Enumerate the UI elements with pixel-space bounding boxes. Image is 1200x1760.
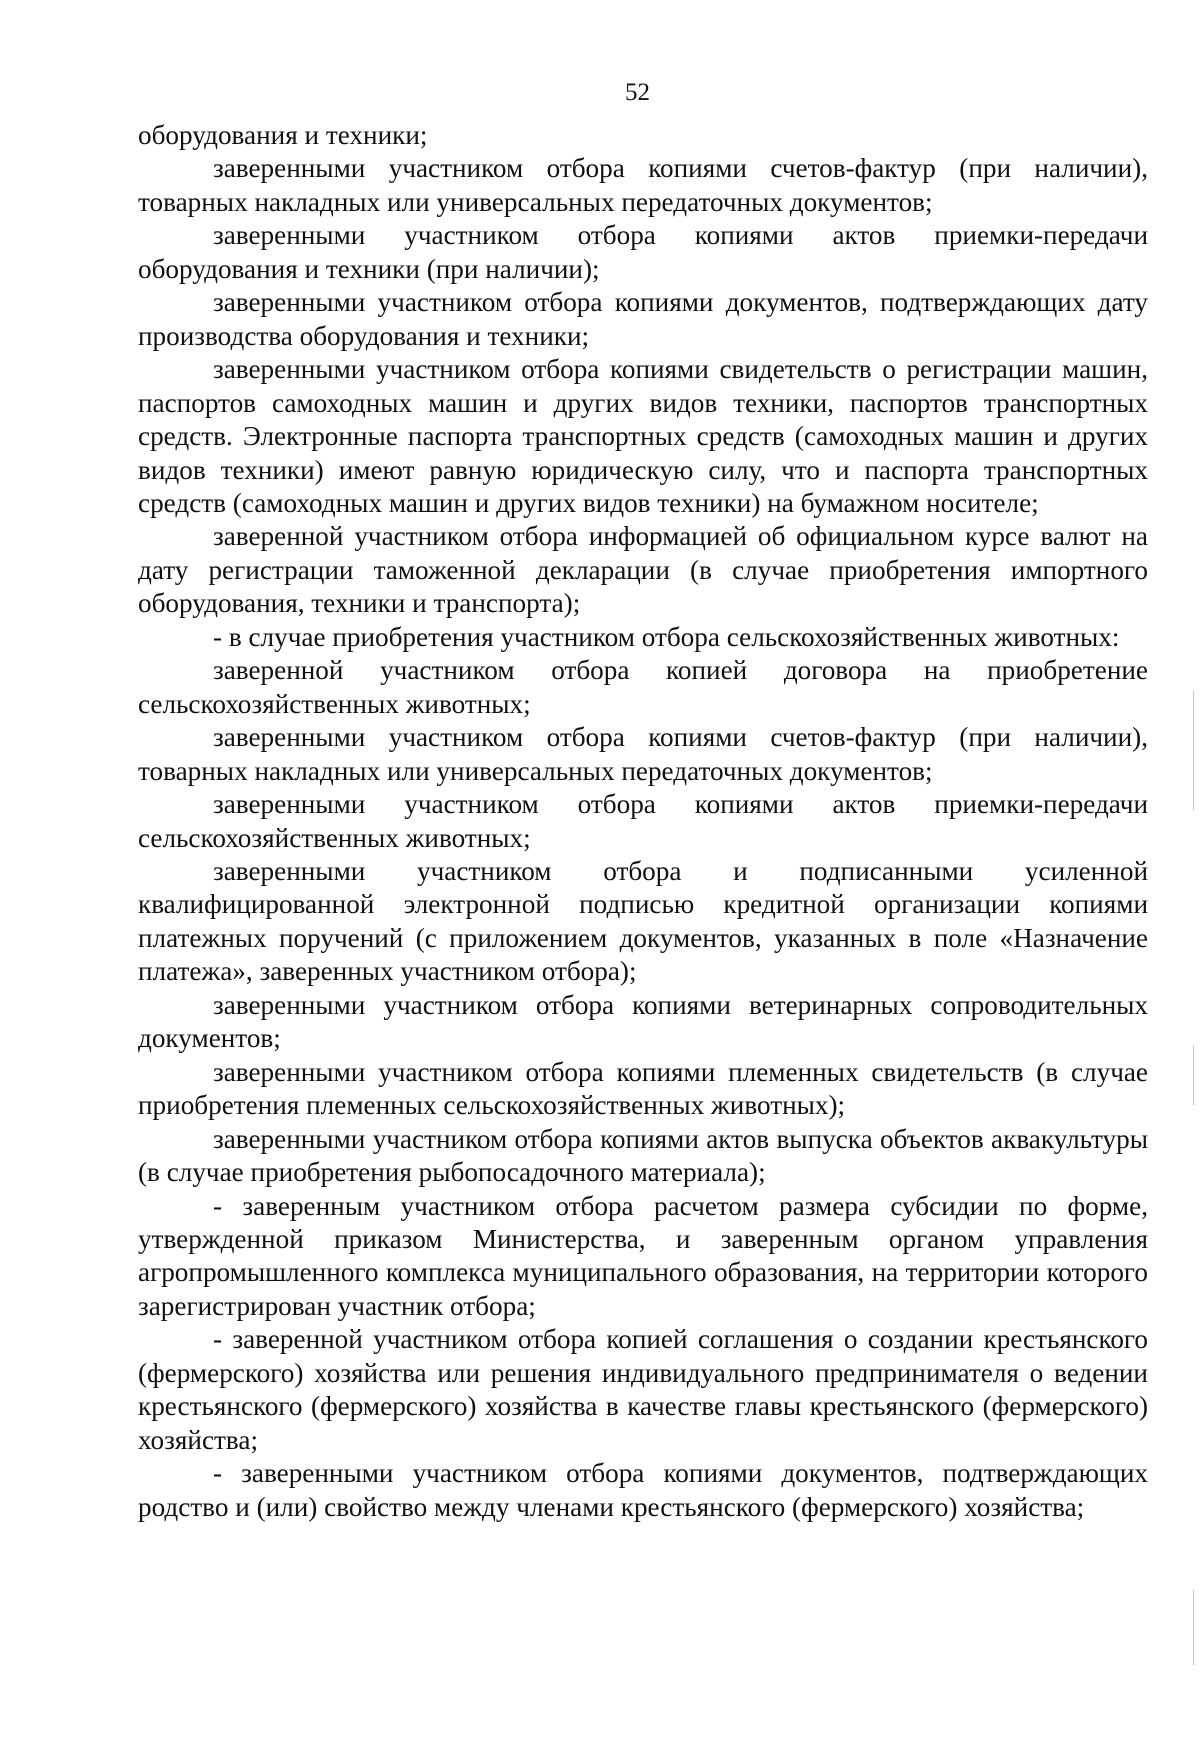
paragraph: - в случае приобретения участником отбора сельскохозяйственных животных:	[213, 621, 1120, 652]
paragraph: заверенными участником отбора копиями актов приемки-передачи оборудования и техники (при наличии);	[138, 220, 1148, 284]
paragraph: заверенными участником отбора и подписанными усиленной квалифицированной электронной подписью кредитной организации копиями платежных поручений (с приложением документов, указанных в поле «Назначение платежа», заверенных участником отбора);	[138, 855, 1148, 987]
scan-artifact	[1193, 690, 1194, 810]
paragraph: заверенными участником отбора копиями племенных свидетельств (в случае приобретения племенных сельскохозяйственных животных);	[138, 1056, 1148, 1121]
paragraph: заверенными участником отбора копиями актов приемки-передачи сельскохозяйственных животных;	[138, 789, 1148, 853]
paragraph: оборудования и техники;	[138, 120, 428, 150]
paragraph: заверенными участником отбора копиями свидетельств о регистрации машин, паспортов самоходных машин и других видов техники, паспортов транспортных средств. Электронные паспорта транспортных средств (самоходных машин и других видов техники) имеют равную юридическую силу, что и паспорта транспортных средств (самоходных машин и других видов техники) на бумажном носителе;	[138, 354, 1148, 518]
paragraph: заверенной участником отбора информацией об официальном курсе валют на дату регистрации таможенной декларации (в случае приобретения импортного оборудования, техники и транспорта);	[138, 521, 1148, 619]
paragraph: заверенными участником отбора копиями актов выпуска объектов аквакультуры (в случае приобретения рыбопосадочного материала);	[138, 1123, 1148, 1188]
page-number: 52	[625, 79, 650, 106]
paragraph: заверенными участником отбора копиями документов, подтверждающих дату производства оборудования и техники;	[138, 287, 1148, 351]
paragraph: заверенной участником отбора копией договора на приобретение сельскохозяйственных животных;	[138, 655, 1148, 719]
paragraph: - заверенными участником отбора копиями документов, подтверждающих родство и (или) свойство между членами крестьянского (фермерского) хозяйства;	[138, 1458, 1148, 1522]
paragraph: - заверенной участником отбора копией соглашения о создании крестьянского (фермерского) хозяйства или решения индивидуального предпринимателя о ведении крестьянского (фермерского) хозяйства в качестве главы крестьянского (фермерского) хозяйства;	[138, 1324, 1148, 1455]
document-body	[138, 119, 1148, 1524]
paragraph: заверенными участником отбора копиями счетов-фактур (при наличии), товарных накладных или универсальных передаточных документов;	[138, 153, 1148, 217]
paragraph: - заверенным участником отбора расчетом размера субсидии по форме, утвержденной приказом Министерства, и заверенным органом управления агропромышленного комплекса муниципального образования, на территории которого зарегистрирован участник отбора;	[138, 1190, 1148, 1321]
scan-artifact	[1193, 1045, 1194, 1105]
paragraph: заверенными участником отбора копиями счетов-фактур (при наличии), товарных накладных или универсальных передаточных документов;	[138, 722, 1148, 786]
scan-artifact	[1193, 1590, 1194, 1665]
paragraph: заверенными участником отбора копиями ветеринарных сопроводительных документов;	[138, 989, 1148, 1054]
